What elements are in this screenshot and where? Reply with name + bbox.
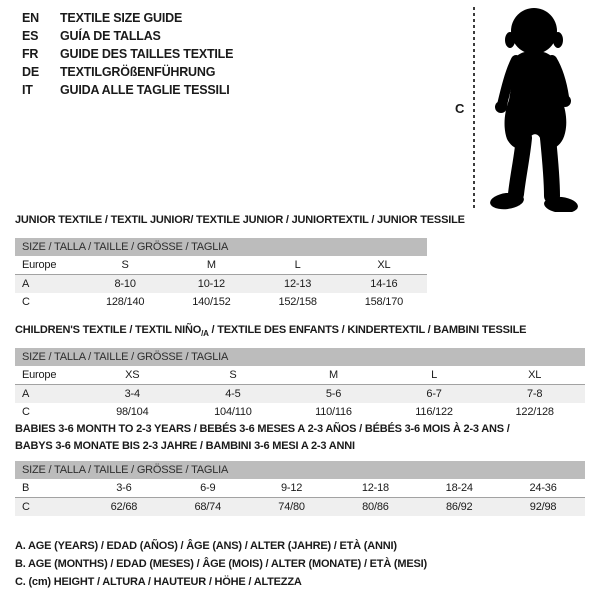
height-cell: 158/170 <box>364 296 404 308</box>
age-cell: 14-16 <box>370 278 398 290</box>
table-row-europe <box>15 256 427 274</box>
language-code: DE <box>22 65 39 79</box>
children-title-subscript: /A <box>201 329 209 338</box>
size-header-bar: SIZE / TALLA / TAILLE / GRÖSSE / TAGLIA <box>15 348 585 366</box>
row-label: Europe <box>22 259 57 271</box>
age-cell: 10-12 <box>197 278 225 290</box>
children-size-table <box>15 348 585 421</box>
row-label: C <box>22 406 30 418</box>
table-row-age <box>15 384 585 403</box>
guide-title-it: GUIDA ALLE TAGLIE TESSILI <box>60 83 230 97</box>
guide-title-es: GUÍA DE TALLAS <box>60 29 161 43</box>
children-title-text: / TEXTILE DES ENFANTS / KINDERTEXTIL / BAMBINI TESSILE <box>208 324 527 336</box>
language-list <box>22 9 233 99</box>
height-cell: 62/68 <box>110 501 138 513</box>
height-cell: 92/98 <box>529 501 557 513</box>
age-cell: 8-10 <box>114 278 136 290</box>
height-cell: 116/122 <box>415 406 453 418</box>
language-row-de <box>22 63 233 81</box>
table-row-height <box>15 293 427 311</box>
babies-title-line1: BABIES 3-6 MONTH TO 2-3 YEARS / BEBÉS 3-6 MESES A 2-3 AÑOS / BÉBÉS 3-6 MOIS À 2-3 ANS / <box>15 423 510 435</box>
months-cell: 6-9 <box>200 482 216 494</box>
babies-size-table <box>15 461 585 516</box>
table-row-height <box>15 497 585 516</box>
size-header-bar: SIZE / TALLA / TAILLE / GRÖSSE / TAGLIA <box>15 238 427 256</box>
row-label: C <box>22 501 30 513</box>
size-cell: XL <box>377 259 391 271</box>
months-cell: 18-24 <box>445 482 473 494</box>
junior-size-table <box>15 238 427 311</box>
age-cell: 3-4 <box>124 388 140 400</box>
months-cell: 24-36 <box>529 482 557 494</box>
language-row-fr <box>22 45 233 63</box>
table-row-months <box>15 479 585 497</box>
height-cell: 98/104 <box>116 406 149 418</box>
height-cell: 140/152 <box>192 296 231 308</box>
months-cell: 9-12 <box>280 482 303 494</box>
height-measure-label: C <box>455 101 465 116</box>
height-cell: 128/140 <box>105 296 145 308</box>
height-cell: 152/158 <box>278 296 317 308</box>
guide-title-de: TEXTILGRÖßENFÜHRUNG <box>60 65 216 79</box>
size-cell: S <box>121 259 129 271</box>
age-cell: 5-6 <box>325 388 342 400</box>
age-cell: 12-13 <box>284 278 312 290</box>
legend-height-cm: C. (cm) HEIGHT / ALTURA / HAUTEUR / HÖHE / ALTEZZA <box>15 576 302 588</box>
months-cell: 3-6 <box>116 482 132 494</box>
language-code: ES <box>22 29 39 43</box>
row-label: C <box>22 296 30 308</box>
language-code: EN <box>22 11 39 25</box>
row-label: B <box>22 482 30 494</box>
row-label: A <box>22 278 30 290</box>
size-header-bar: SIZE / TALLA / TAILLE / GRÖSSE / TAGLIA <box>15 461 585 479</box>
children-title-text: CHILDREN'S TEXTILE / TEXTIL NIÑO <box>15 324 202 336</box>
months-cell: 12-18 <box>361 482 389 494</box>
age-cell: 4-5 <box>225 388 241 400</box>
language-code: FR <box>22 47 39 61</box>
children-table-title <box>15 322 526 342</box>
height-dashed-line <box>473 7 475 209</box>
height-cell: 68/74 <box>194 501 221 513</box>
measure-legend <box>15 537 427 591</box>
row-label: Europe <box>22 369 57 381</box>
size-cell: S <box>229 369 237 381</box>
age-cell: 6-7 <box>426 388 442 400</box>
height-cell: 74/80 <box>278 501 305 513</box>
height-cell: 104/110 <box>214 406 252 418</box>
guide-title-fr: GUIDE DES TAILLES TEXTILE <box>60 47 234 61</box>
age-cell: 7-8 <box>527 388 543 400</box>
language-row-it <box>22 81 233 99</box>
size-cell: XS <box>125 369 140 381</box>
height-cell: 122/128 <box>515 406 554 418</box>
language-row-en <box>22 9 233 27</box>
baby-silhouette-icon <box>489 6 583 212</box>
size-cell: L <box>294 259 301 271</box>
size-cell: L <box>431 369 438 381</box>
height-cell: 110/116 <box>315 406 352 418</box>
guide-title-en: TEXTILE SIZE GUIDE <box>60 11 183 25</box>
language-code: IT <box>22 83 33 97</box>
legend-age-years: A. AGE (YEARS) / EDAD (AÑOS) / ÂGE (ANS) / ALTER (JAHRE) / ETÀ (ANNI) <box>15 540 397 552</box>
junior-table-title: JUNIOR TEXTILE / TEXTIL JUNIOR/ TEXTILE JUNIOR / JUNIORTEXTIL / JUNIOR TESSILE <box>15 214 465 226</box>
size-cell: M <box>206 259 216 271</box>
size-cell: M <box>329 369 338 381</box>
babies-table-title <box>15 421 510 455</box>
row-label: A <box>22 388 30 400</box>
height-cell: 80/86 <box>362 501 389 513</box>
legend-age-months: B. AGE (MONTHS) / EDAD (MESES) / ÂGE (MOIS) / ALTER (MONATE) / ETÀ (MESI) <box>15 558 427 570</box>
table-row-europe <box>15 366 585 384</box>
table-row-age <box>15 274 427 293</box>
size-cell: XL <box>528 369 542 381</box>
babies-title-line2: BABYS 3-6 MONATE BIS 2-3 JAHRE / BAMBINI 3-6 MESI A 2-3 ANNI <box>15 440 355 452</box>
language-row-es <box>22 27 233 45</box>
table-row-height <box>15 403 585 421</box>
height-cell: 86/92 <box>445 501 473 513</box>
